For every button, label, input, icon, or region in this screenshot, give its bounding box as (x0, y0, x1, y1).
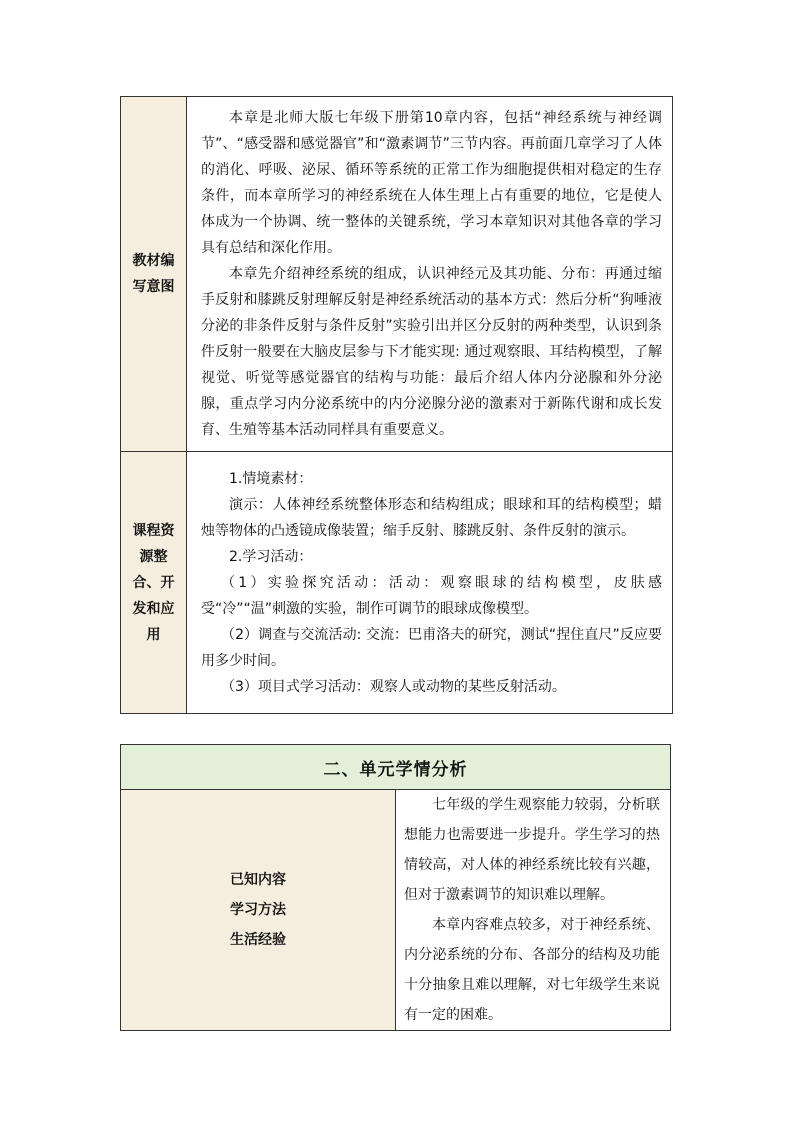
section-title: 二、单元学情分析 (121, 745, 671, 790)
label-line: 用 (146, 626, 161, 643)
label-line: 合、开 (132, 574, 175, 591)
paragraph: 本章内容难点较多，对于神经系统、内分泌系统的分布、各部分的结构及功能十分抽象且难以理解，对七年级学生来说有一定的困难。 (404, 917, 660, 1023)
label-line: 教材编 (132, 253, 175, 269)
row-content-student-analysis (396, 790, 671, 1031)
paragraph: 1.情境素材： (229, 470, 313, 487)
row-content-textbook-intent (187, 97, 673, 452)
paragraph: 本章是北师大版七年级下册第10章内容，包括“神经系统与神经调节”、“感受器和感觉器官”和“激素调节”三节内容。再前面几章学习了人体的消化、呼吸、泌尿、循环等系统的正常工作为细胞提供相对稳定的生存条件，而本章所学习的神经系统在人体生理上占有重要的地位，它是使人体成为一个协调、统一整体的关键系统，学习本章知识对其他各章的学习具有总结和深化作用。 (201, 110, 662, 256)
row-label-course-resources (121, 452, 187, 714)
teaching-design-table (120, 96, 673, 714)
label-line: 已知内容 (230, 872, 286, 888)
table-header-row (121, 745, 671, 790)
row-label-student-analysis (121, 790, 396, 1031)
label-line: 发和应 (132, 600, 175, 617)
paragraph: 2.学习活动： (229, 548, 313, 565)
table-row-textbook-intent (121, 97, 673, 452)
row-label-textbook-intent (121, 97, 187, 452)
paragraph: （3）项目式学习活动：观察人或动物的某些反射活动。 (221, 678, 566, 695)
label-line: 源整 (139, 548, 168, 565)
label-line: 写意图 (132, 279, 175, 295)
student-analysis-table (120, 744, 671, 1031)
label-line: 学习方法 (230, 902, 286, 918)
row-content-course-resources (187, 452, 673, 714)
paragraph: 七年级的学生观察能力较弱，分析联想能力也需要进一步提升。学生学习的热情较高，对人体的神经系统比较有兴趣，但对于激素调节的知识难以理解。 (404, 797, 660, 903)
table-row-course-resources (121, 452, 673, 714)
label-line: 生活经验 (230, 932, 286, 948)
paragraph: 演示：人体神经系统整体形态和结构组成；眼球和耳的结构模型；蜡烛等物体的凸透镜成像装置；缩手反射、膝跳反射、条件反射的演示。 (201, 496, 662, 539)
paragraph: （1）实验探究活动：活动：观察眼球的结构模型，皮肤感受“冷”“温”刺激的实验，制作可调节的眼球成像模型。 (201, 574, 662, 617)
label-line: 课程资 (132, 522, 175, 539)
table-row-student-analysis (121, 790, 671, 1031)
paragraph: （2）调查与交流活动: 交流：巴甫洛夫的研究，测试“捏住直尺”反应要用多少时间。 (201, 626, 662, 669)
paragraph: 本章先介绍神经系统的组成，认识神经元及其功能、分布：再通过缩手反射和膝跳反射理解反射是神经系统活动的基本方式：然后分析“狗唾液分泌的非条件反射与条件反射”实验引出并区分反射的两种类型，认识到条件反射一般要在大脑皮层参与下才能实现: 通过观察眼、耳结构模型，了解视觉、听觉等感觉器官的结构与功能：最后介绍人体内分泌腺和外分泌腺，重点学习内分泌系统中的内分泌腺分泌的激素对于新陈代谢和成长发育、生殖等基本活动同样具有重要意义。 (201, 266, 662, 438)
